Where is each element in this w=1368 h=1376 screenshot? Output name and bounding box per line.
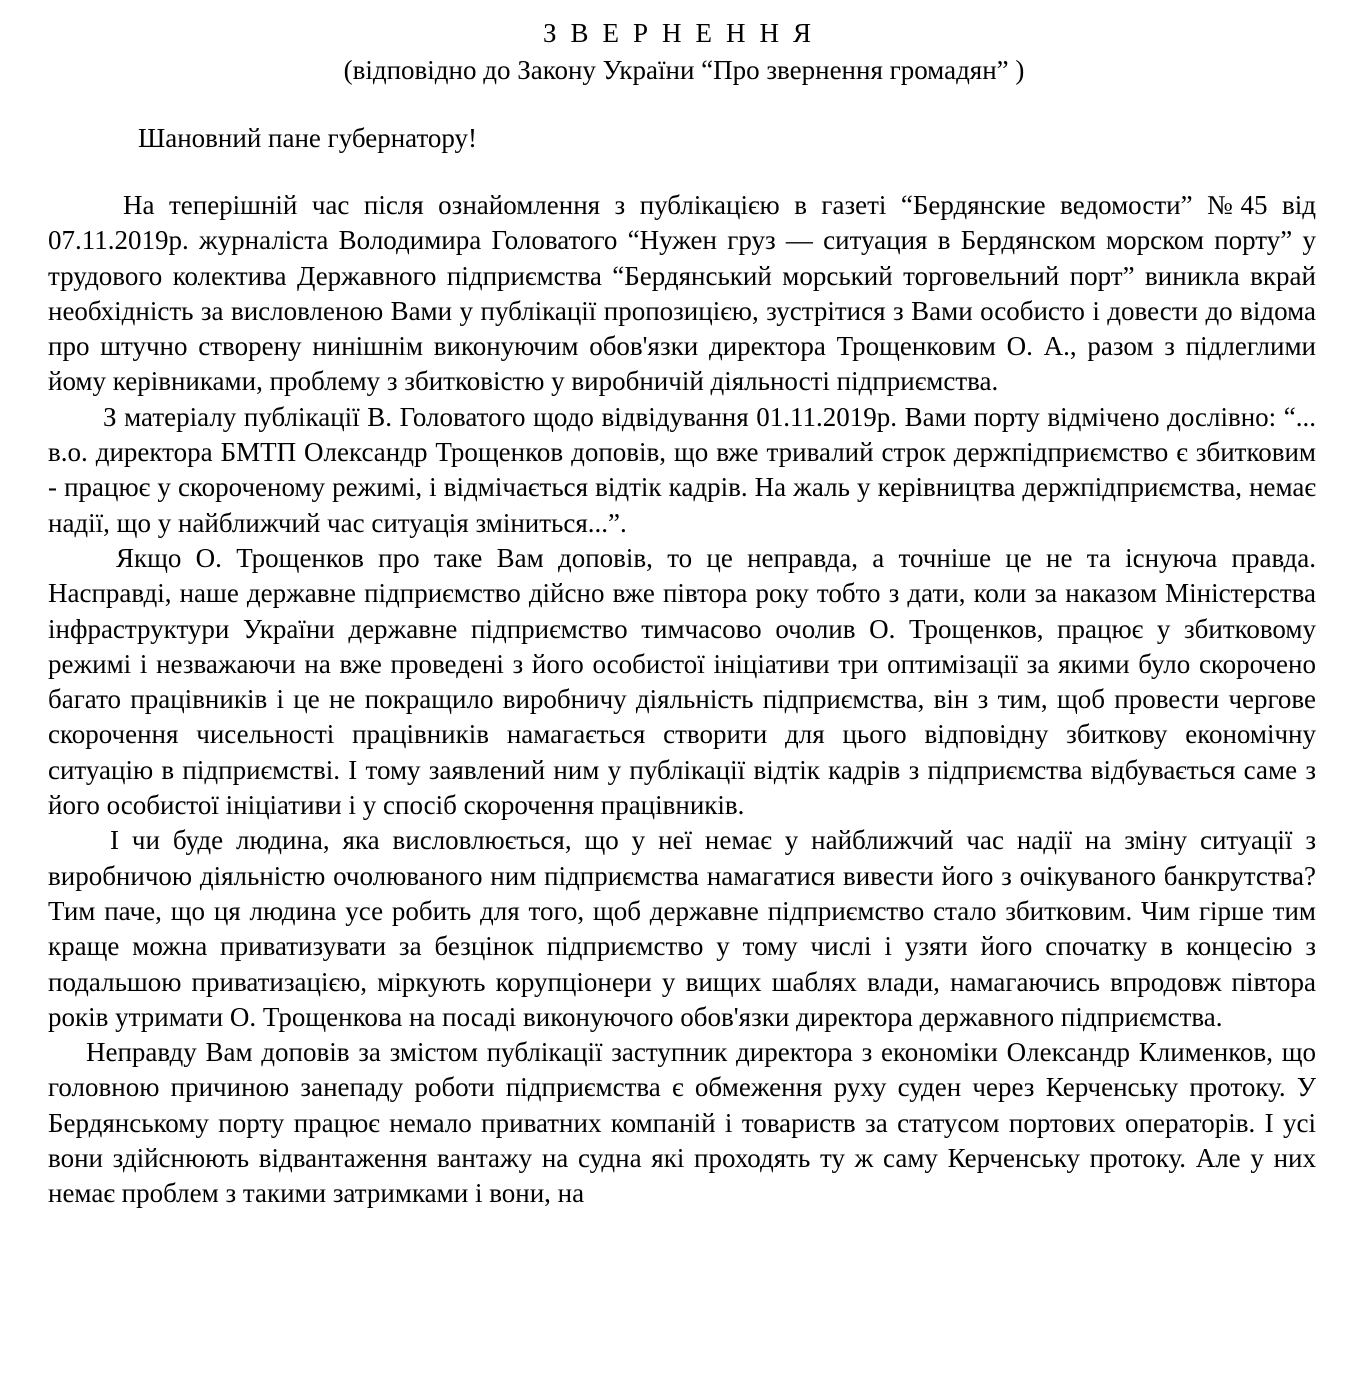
paragraph: І чи буде людина, яка висловлюється, що у неї немає у найближчий час надії на зміну ситуації з виробничою діяльністю очолюваного ним підприємства намагатися вивести його з очікуваного банкрутства? Тим паче, що ця людина усе робить для того, щоб державне підприємство стало збитковим. Чим гірше тим краще можна приватизувати за безцінок підприємство у тому числі і узяти його спочатку в концесію з подальшою приватизацією, міркують корупціонери у вищих шаблях влади, намагаючись впродовж півтора років утримати О. Трощенкова на посаді виконуючого обов'язки директора державного підприємства. — [48, 825, 1316, 1032]
paragraph: З матеріалу публікації В. Головатого щодо відвідування 01.11.2019р. Вами порту відмічено дослівно: “... в.о. директора БМТП Олександр Трощенков доповів, що вже тривалий строк держпідприємство є збитковим - працює у скороченому режимі, і відмічається відтік кадрів. На жаль у керівництва держпідприємства, немає надії, що у найближчий час ситуація зміниться...”. — [48, 401, 1316, 538]
document-body — [48, 188, 1316, 1212]
paragraph: Неправду Вам доповів за змістом публікації заступник директора з економіки Олександр Клименков, що головною причиною занепаду роботи підприємства є обмеження руху суден через Керченську протоку. У Бердянському порту працює немало приватних компаній і товариств за статусом портових операторів. І усі вони здійснюють відвантаження вантажу на судна які проходять ту ж саму Керченську протоку. Але у них немає проблем з такими затримками і вони, на — [48, 1037, 1316, 1209]
paragraph: Якщо О. Трощенков про таке Вам доповів, то це неправда, а точніше це не та існуюча правда. Насправді, наше державне підприємство дійсно вже півтора року тобто з дати, коли за наказом Міністерства інфраструктури України державне підприємство тимчасово очолив О. Трощенков, працює у збитковому режимі і незважаючи на вже проведені з його особистої ініціативи три оптимізації за якими було скорочено багато працівників і це не покращило виробничу діяльність підприємства, він з тим, щоб провести чергове скорочення чисельності працівників намагається створити для цього відповідну збиткову економічну ситуацію в підприємстві. І тому заявлений ним у публікації відтік кадрів з підприємства відбувається саме з його особистої ініціативи і у спосіб скорочення працівників. — [48, 542, 1316, 821]
document-subtitle: (відповідно до Закону України “Про звернення громадян” ) — [343, 55, 1025, 85]
salutation: Шановний пане губернатору! — [138, 123, 478, 153]
document-title: ЗВЕРНЕННЯ — [542, 18, 826, 48]
paragraph: На теперішній час після ознайомлення з публікацією в газеті “Бердянские ведомости” №45 від 07.11.2019р. журналіста Володимира Головатого “Нужен груз — ситуация в Бердянском морском порту” у трудового колектива Державного підприємства “Бердянський морський торговельний порт” виникла вкрай необхідність за висловленою Вами у публікації пропозицією, зустрітися з Вами особисто і довести до відома про штучно створену нинішнім виконуючим обов'язки директора Трощенковим О. А., разом з підлеглими йому керівниками, проблему з збитковістю у виробничій діяльності підприємства. — [48, 190, 1316, 397]
